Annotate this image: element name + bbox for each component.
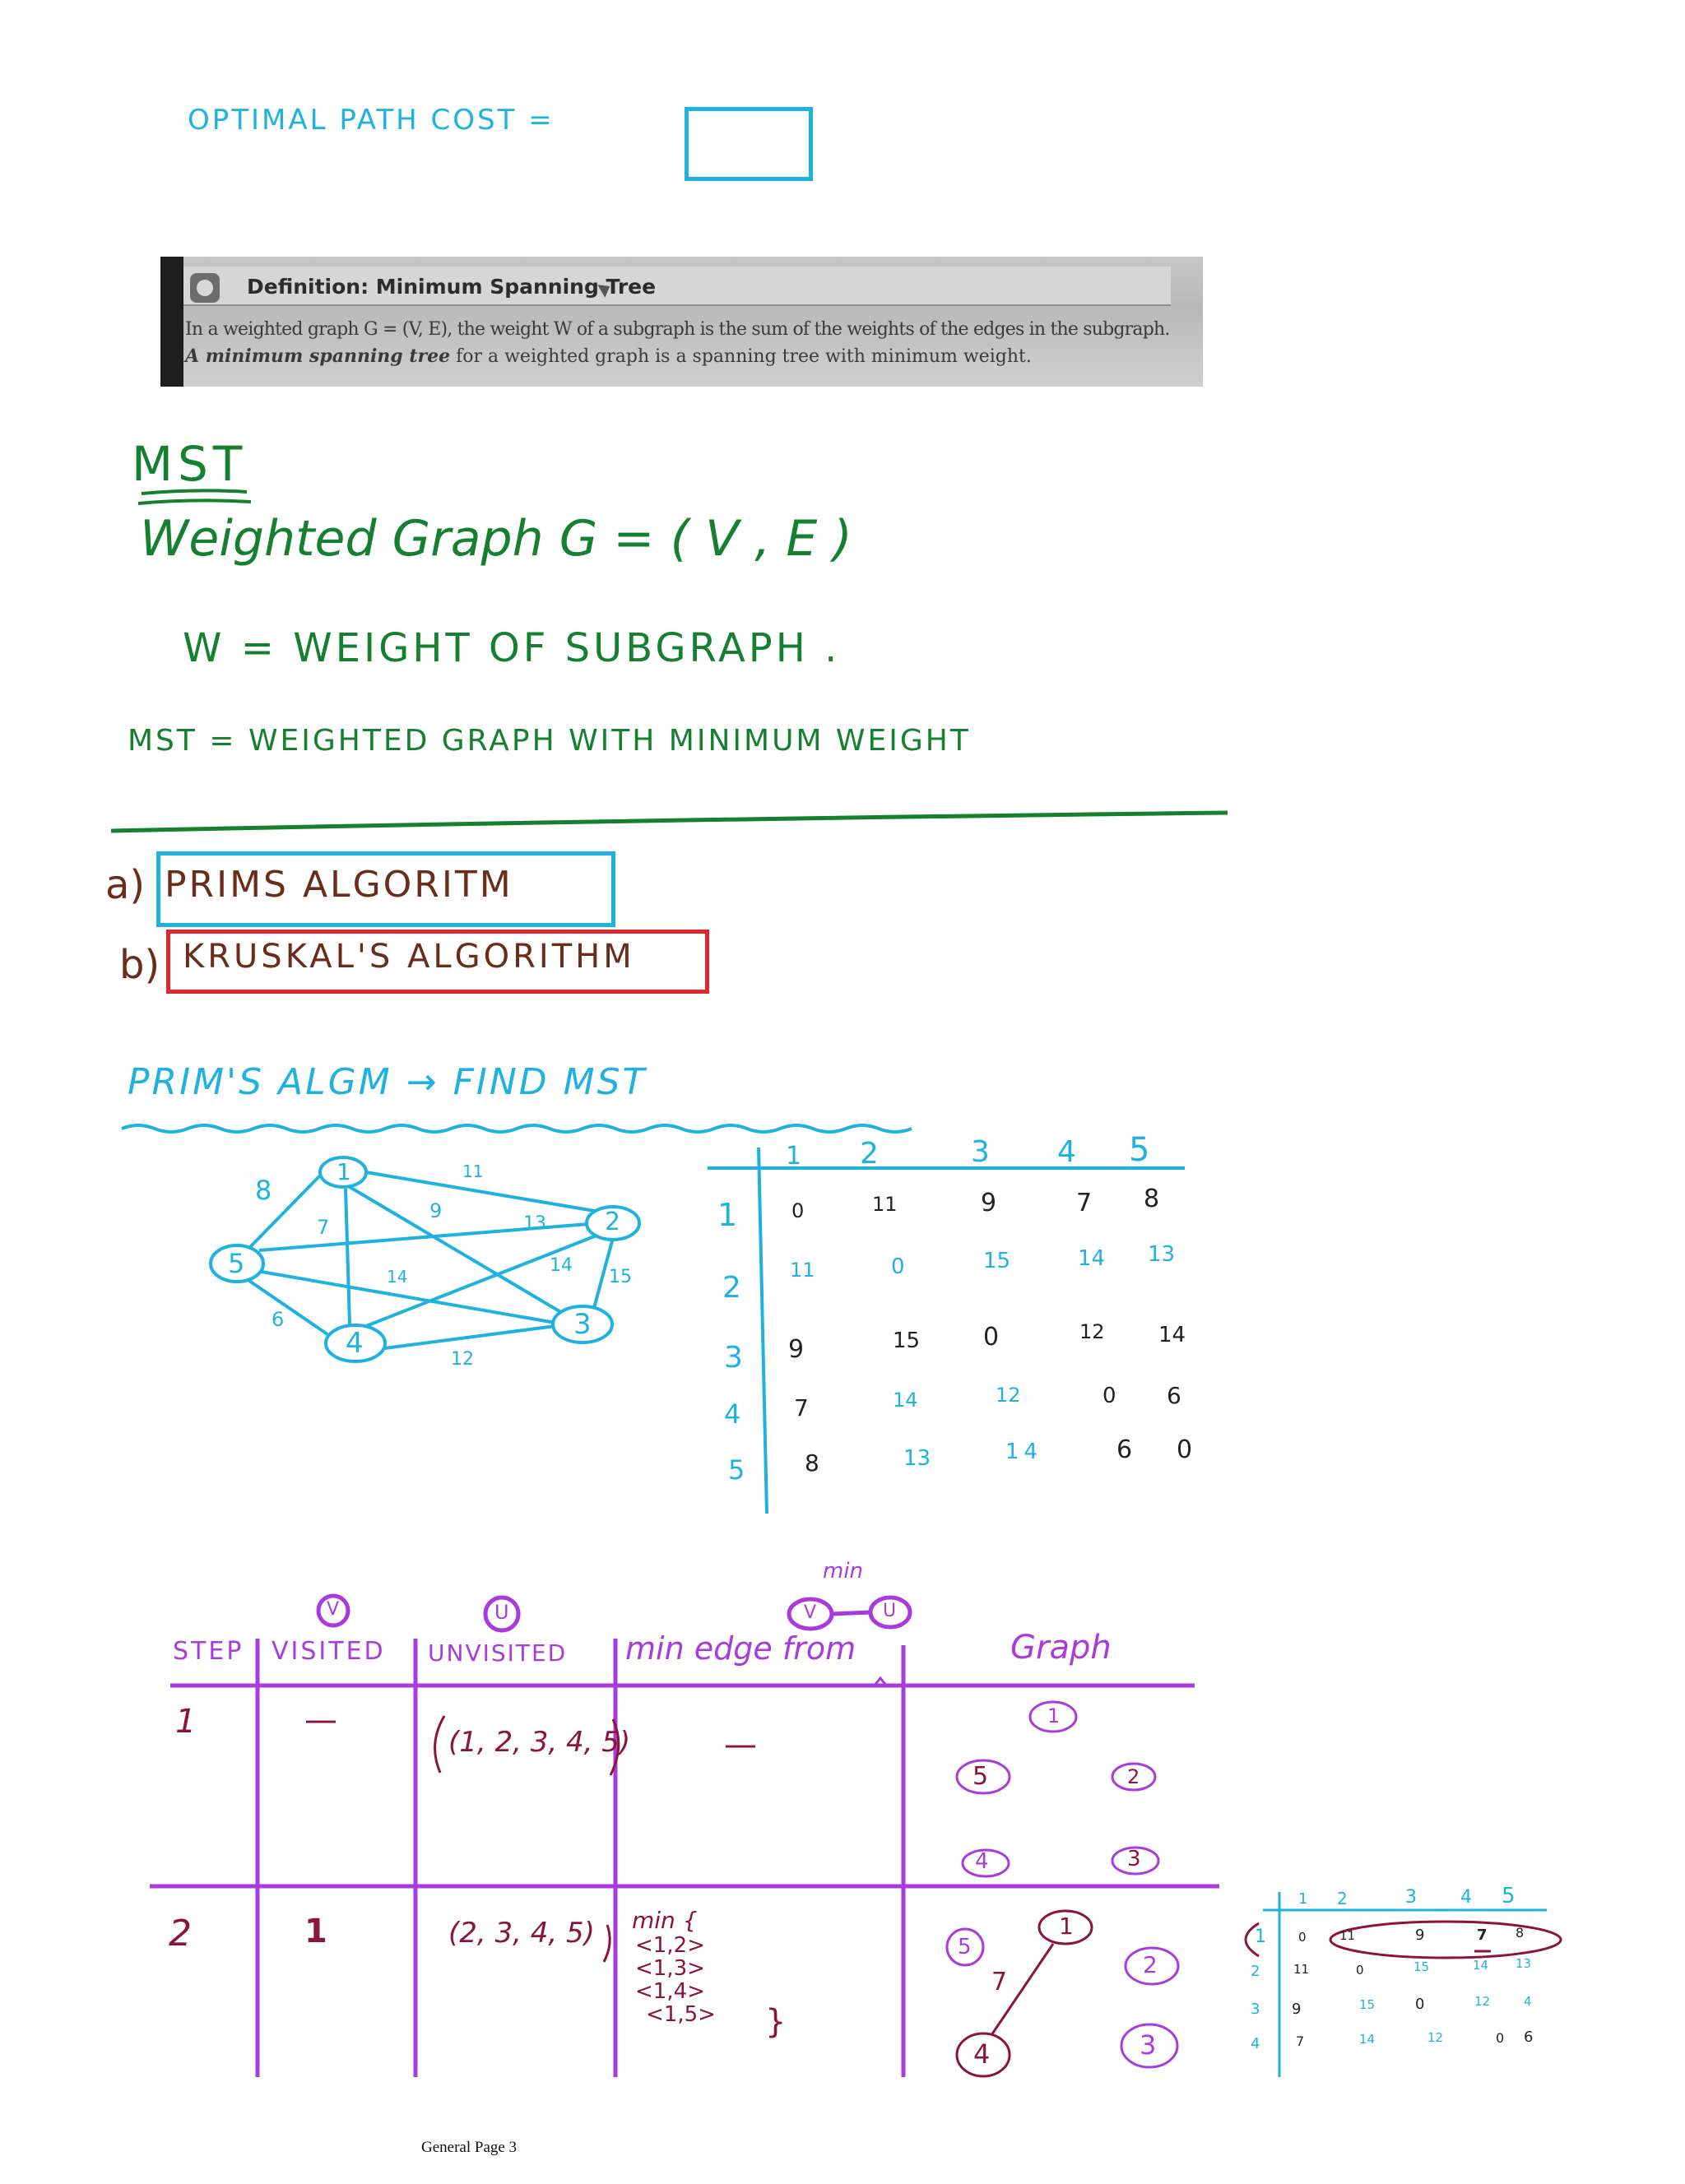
option-a-marker: a) (105, 862, 146, 908)
section-divider (111, 813, 1228, 831)
matrix-cell: 8 (1144, 1185, 1160, 1213)
edge-weight-2-3: 15 (609, 1267, 632, 1287)
matrix-cell: 9 (981, 1189, 997, 1217)
edge-weight-4-3: 12 (451, 1349, 474, 1370)
matrix-col-header-2: 2 (860, 1137, 879, 1171)
header-visited: VISITED (272, 1637, 386, 1666)
edge-weight-5-2: 13 (523, 1213, 546, 1234)
mini-cell: 7 (1296, 2033, 1305, 2049)
matrix-cell: 14 (1005, 1440, 1043, 1464)
mini-col-header-2: 2 (1337, 1889, 1348, 1908)
mini-cell: 14 (1473, 1958, 1489, 1973)
matrix-cell: 13 (1148, 1242, 1176, 1267)
matrix-row-rule (759, 1148, 767, 1514)
matrix-cell: 14 (1158, 1323, 1186, 1347)
step2-graph-node-1: 1 (1059, 1913, 1074, 1940)
mini-cell: 0 (1298, 1930, 1307, 1945)
step1-graph-node-3: 3 (1127, 1847, 1141, 1871)
definition-rest: for a weighted graph is a spanning tree with minimum weight. (450, 346, 1032, 367)
matrix-cell: 0 (891, 1254, 905, 1279)
matrix-row-header-3: 3 (724, 1341, 743, 1375)
mini-cell: 15 (1359, 1997, 1376, 2012)
annot-v: V (327, 1599, 340, 1620)
annot-min: min (823, 1559, 864, 1584)
step2-graph-node-3: 3 (1140, 2029, 1157, 2061)
mini-col-header-1: 1 (1298, 1890, 1308, 1908)
matrix-cell: 0 (983, 1323, 1000, 1352)
mini-cell: 15 (1413, 1959, 1430, 1974)
matrix-col-header-4: 4 (1057, 1135, 1076, 1169)
matrix-cell: 11 (872, 1193, 898, 1216)
matrix-cell: 13 (903, 1446, 931, 1471)
step2-graph-node-4: 4 (973, 2038, 991, 2070)
edge-weight-1-3: 9 (429, 1199, 443, 1222)
step1-visited: — (304, 1701, 337, 1739)
mini-cell: 9 (1415, 1927, 1425, 1944)
matrix-cell: 11 (790, 1259, 815, 1282)
mini-cell: 4 (1524, 1994, 1532, 2009)
mini-row-header-4: 4 (1251, 2035, 1260, 2052)
step1-graph-node-1: 1 (1047, 1704, 1061, 1727)
step2-edge-1-4: <1,4> (635, 1979, 705, 2004)
mini-col-header-3: 3 (1405, 1887, 1417, 1908)
matrix-cell: 9 (788, 1335, 805, 1364)
step2-number: 2 (169, 1913, 192, 1954)
matrix-cell: 6 (1167, 1382, 1181, 1409)
step2-edge-1-2: <1,2> (635, 1933, 705, 1958)
mst-underline (138, 490, 251, 503)
step2-edge-1-3: <1,3> (635, 1956, 705, 1981)
mst-definition: MST = WEIGHTED GRAPH WITH MINIMUM WEIGHT (128, 724, 971, 758)
edge-weight-5-3: 14 (387, 1267, 408, 1287)
header-step: STEP (173, 1637, 244, 1666)
annot-vu-edge (832, 1612, 870, 1614)
definition-term: A minimum spanning tree (185, 345, 451, 367)
step2-edge-1-5: <1,5> (646, 2002, 716, 2027)
step1-graph-node-4: 4 (975, 1849, 989, 1874)
header-min-edge: min edge from (625, 1630, 856, 1667)
matrix-cell: 12 (996, 1384, 1021, 1407)
graph-node-5-label: 5 (228, 1248, 245, 1279)
matrix-row-header-4: 4 (724, 1398, 741, 1430)
matrix-cell: 0 (1102, 1384, 1116, 1408)
prims-underline (122, 1125, 912, 1132)
matrix-cell: 8 (805, 1449, 819, 1477)
edge-weight-1-4: 7 (317, 1216, 330, 1239)
mini-col-header-5: 5 (1502, 1884, 1516, 1908)
step2-graph-node-2: 2 (1143, 1951, 1158, 1978)
matrix-cell: 0 (791, 1199, 805, 1222)
header-unvisited: UNVISITED (428, 1639, 568, 1667)
matrix-cell: 7 (794, 1394, 809, 1421)
definition-title: Definition: Minimum Spanning Tree (247, 275, 657, 299)
matrix-cell: 6 (1116, 1435, 1133, 1464)
graph-edge-5-4 (247, 1279, 327, 1334)
mini-cell: 0 (1356, 1963, 1364, 1978)
edge-weight-1-5: 8 (255, 1175, 272, 1206)
step2-visited: 1 (304, 1913, 327, 1950)
mini-cell: 14 (1359, 2032, 1376, 2047)
step2-unvisited-bracket (604, 1925, 610, 1962)
graph-node-2-label: 2 (605, 1208, 621, 1236)
graph-node-1-label: 1 (337, 1158, 351, 1185)
matrix-row-header-5: 5 (728, 1454, 745, 1486)
mini-row-header-1: 1 (1255, 1927, 1266, 1947)
mini-cell: 8 (1516, 1925, 1525, 1941)
step2-min-label: min { (632, 1907, 698, 1934)
step1-number: 1 (175, 1703, 197, 1741)
page-footer: General Page 3 (421, 2139, 518, 2156)
mini-cell: 11 (1339, 1928, 1356, 1943)
graph-node-4-label: 4 (346, 1327, 364, 1360)
mini-cell: 9 (1292, 2001, 1302, 2018)
prims-algorithm-label: PRIMS ALGORITM (165, 864, 513, 906)
step1-graph-node-2: 2 (1127, 1765, 1140, 1788)
edge-weight-1-2: 11 (462, 1162, 484, 1181)
graph-edge-1-2 (366, 1172, 609, 1213)
step1-graph-node-5: 5 (972, 1762, 989, 1791)
mini-cell: 0 (1415, 1996, 1425, 2013)
mini-cell: 12 (1427, 2030, 1444, 2045)
graph-edge-4-3 (378, 1326, 555, 1349)
mini-cell: 6 (1524, 2029, 1534, 2046)
matrix-cell: 0 (1177, 1435, 1193, 1464)
graph-node-3-label: 3 (573, 1308, 592, 1341)
mini-cell: 7 (1477, 1927, 1488, 1944)
step1-min-edge: — (724, 1726, 757, 1764)
step2-graph-node-5: 5 (958, 1935, 972, 1959)
step2-edge-weight: 7 (991, 1968, 1008, 1996)
edge-weight-2-4: 14 (550, 1255, 573, 1276)
graph-edge-1-4 (346, 1189, 350, 1324)
step1-unvisited: (1, 2, 3, 4, 5) (448, 1726, 631, 1759)
step2-unvisited: (2, 3, 4, 5) (448, 1917, 595, 1950)
matrix-cell: 14 (893, 1389, 918, 1412)
mini-cell: 13 (1516, 1956, 1532, 1971)
mst-heading: MST (132, 436, 248, 492)
mini-cell: 12 (1474, 1994, 1491, 2009)
weighted-graph-definition: Weighted Graph G = ( V , E ) (140, 510, 852, 568)
mini-cell: 11 (1293, 1962, 1310, 1977)
kruskal-algorithm-label: KRUSKAL'S ALGORITHM (183, 938, 635, 976)
matrix-cell: 15 (893, 1328, 921, 1353)
mini-col-header-4: 4 (1460, 1887, 1472, 1908)
matrix-row-header-2: 2 (722, 1271, 741, 1305)
step2-min-close: } (765, 2003, 787, 2041)
matrix-col-header-1: 1 (786, 1142, 802, 1171)
annot-u: U (494, 1601, 509, 1624)
annot-vu-v: V (804, 1602, 817, 1623)
matrix-cell: 7 (1076, 1189, 1093, 1217)
mini-row1-highlight (1330, 1922, 1561, 1958)
option-b-marker: b) (119, 942, 160, 988)
weight-definition: W = WEIGHT OF SUBGRAPH . (183, 625, 841, 671)
mini-cell: 0 (1496, 2030, 1505, 2046)
optimal-path-cost-label: OPTIMAL PATH COST = (188, 104, 555, 137)
matrix-cell: 15 (983, 1249, 1011, 1273)
mini-row-header-3: 3 (1251, 2001, 1260, 2018)
header-graph: Graph (1010, 1629, 1112, 1667)
edge-weight-5-4: 6 (272, 1308, 285, 1331)
definition-line-1: In a weighted graph G = (V, E), the weight W of a subgraph is the sum of the weights of the edges in the subgraph. (185, 319, 1170, 340)
annot-vu-u: U (883, 1601, 897, 1621)
matrix-col-header-5: 5 (1129, 1131, 1150, 1169)
graph-edge-1-3 (346, 1185, 568, 1316)
matrix-row-header-1: 1 (717, 1197, 738, 1233)
matrix-cell: 14 (1078, 1246, 1106, 1271)
matrix-cell: 12 (1079, 1320, 1105, 1343)
mini-row-header-2: 2 (1251, 1963, 1260, 1980)
prims-heading: PRIM'S ALGM → FIND MST (128, 1061, 648, 1103)
matrix-col-header-3: 3 (971, 1135, 990, 1169)
